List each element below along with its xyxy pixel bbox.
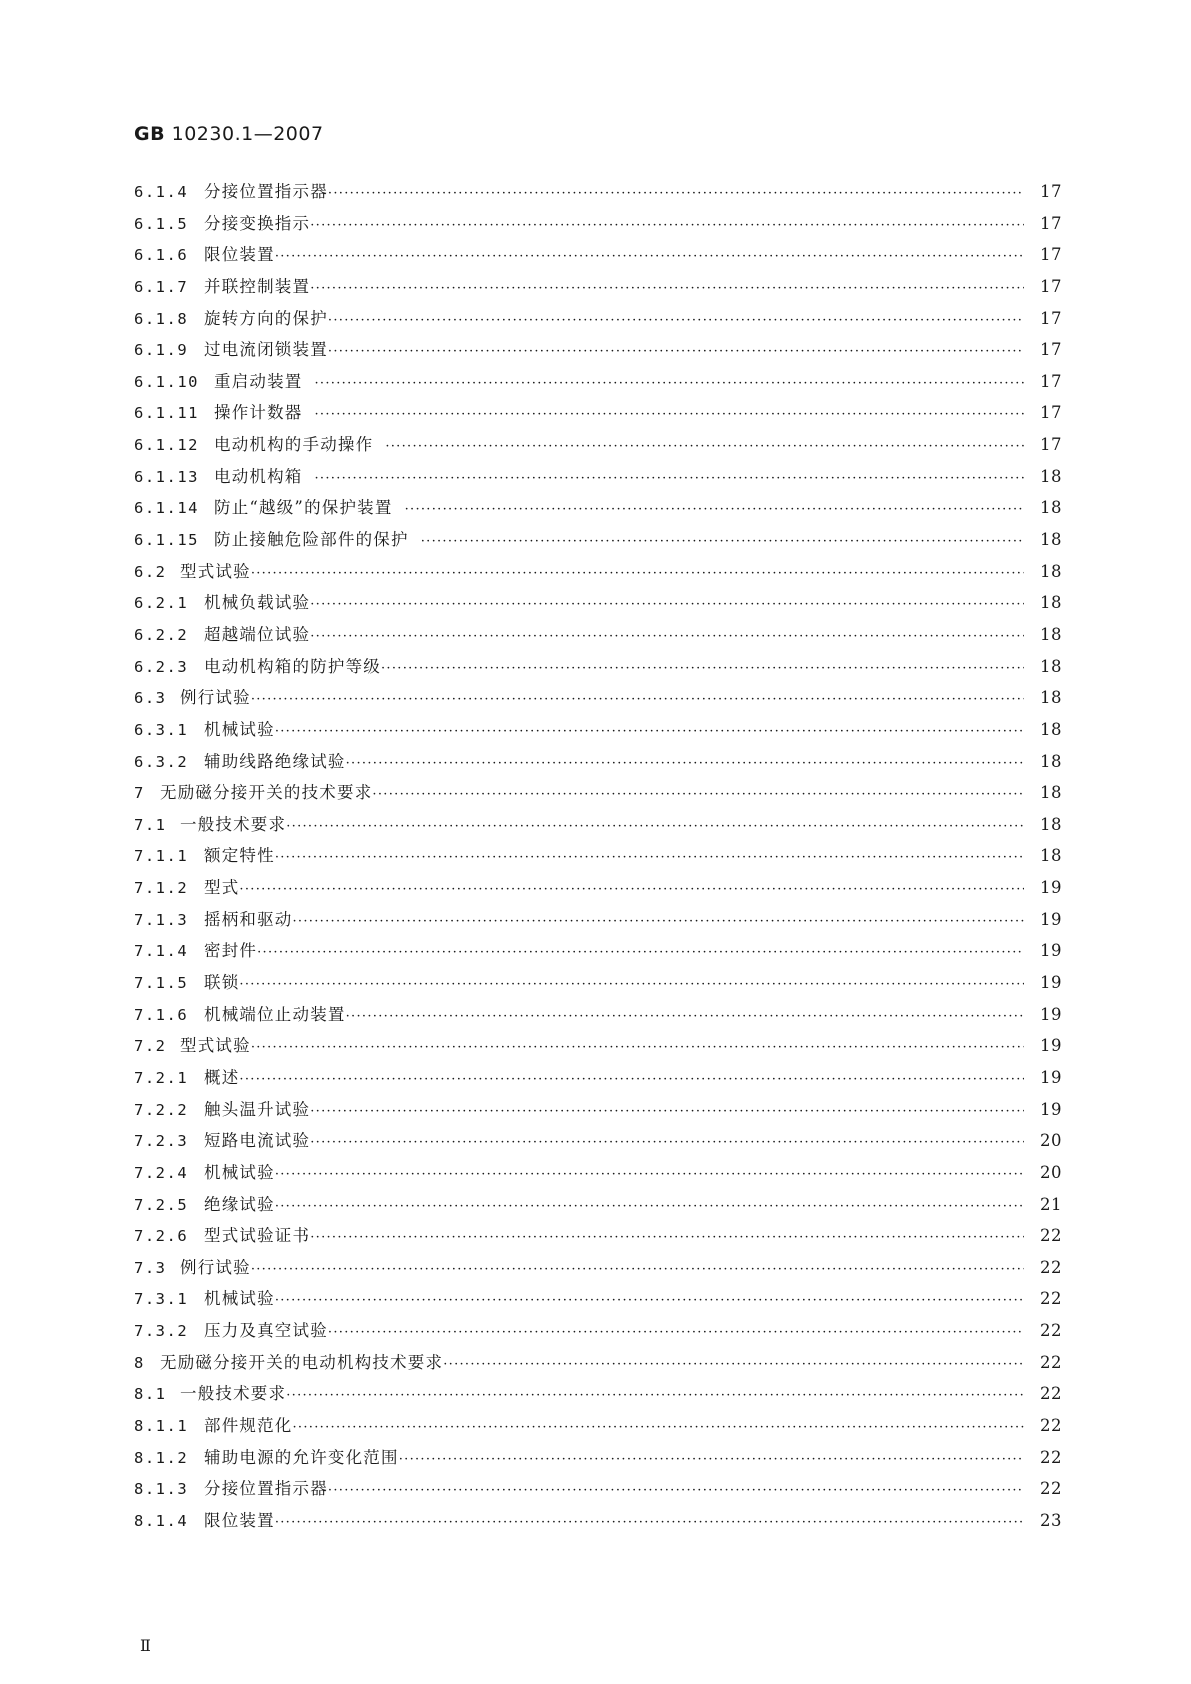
toc-entry-title: 联锁	[204, 973, 240, 993]
toc-entry-page: 22	[1040, 1352, 1062, 1372]
toc-entry	[134, 1159, 1062, 1191]
toc-entry-title: 例行试验	[180, 1257, 251, 1277]
toc-entry-number: 6.2.3	[134, 657, 189, 676]
toc-entry-number: 7	[134, 784, 145, 803]
document-header	[134, 123, 324, 145]
toc-entry-title: 操作计数器	[214, 403, 303, 423]
toc-entry-page: 17	[1040, 340, 1062, 360]
toc-entry	[134, 1317, 1062, 1349]
toc-entry	[134, 842, 1062, 874]
toc-entry-title: 机械试验	[204, 719, 275, 739]
toc-entry-number: 7.2.2	[134, 1100, 189, 1119]
toc-entry-number: 6.1.4	[134, 183, 189, 201]
toc-entry-number: 6.1.15	[134, 531, 199, 550]
toc-entry-number: 6.3.1	[134, 720, 189, 739]
toc-entry-number: 6.1.5	[134, 214, 189, 233]
toc-entry	[134, 1032, 1062, 1064]
toc-entry-number: 6.1.11	[134, 404, 199, 423]
toc-leader-dots	[275, 249, 1024, 264]
toc-entry-page: 17	[1040, 213, 1062, 233]
toc-entry-title: 一般技术要求	[180, 814, 287, 834]
toc-entry-page: 18	[1040, 846, 1062, 866]
toc-entry-page: 18	[1040, 530, 1062, 550]
toc-entry-page: 19	[1040, 878, 1062, 898]
toc-entry-title: 旋转方向的保护	[204, 308, 328, 328]
toc-entry-number: 7.2.5	[134, 1195, 189, 1214]
toc-entry-number: 7.1.1	[134, 847, 189, 866]
table-of-contents	[134, 178, 1062, 1539]
toc-entry	[134, 1349, 1062, 1381]
toc-entry-number: 7.2.3	[134, 1132, 189, 1151]
toc-entry-number: 7.3	[134, 1258, 167, 1277]
toc-leader-dots	[239, 977, 1024, 992]
toc-entry-number: 6.1.9	[134, 341, 189, 360]
toc-entry-title: 电动机构箱	[214, 466, 303, 486]
toc-entry-title: 型式试验	[180, 561, 251, 581]
toc-entry-title: 分接变换指示	[204, 213, 311, 233]
toc-entry-title: 机械试验	[204, 1289, 275, 1309]
toc-entry-title: 额定特性	[204, 846, 275, 866]
toc-entry-number: 6.1.12	[134, 436, 199, 455]
toc-entry-number: 6.2	[134, 562, 167, 581]
toc-entry-number: 7.2.1	[134, 1068, 189, 1087]
toc-entry-title: 限位装置	[204, 245, 275, 265]
toc-entry-page: 18	[1040, 561, 1062, 581]
toc-entry-title: 限位装置	[204, 1510, 275, 1530]
toc-entry-page: 22	[1040, 1289, 1062, 1309]
toc-entry	[134, 431, 1062, 463]
toc-entry-page: 18	[1040, 498, 1062, 518]
toc-entry-number: 8.1.3	[134, 1480, 189, 1499]
toc-entry	[134, 1475, 1062, 1507]
toc-entry-number: 7.1	[134, 815, 167, 834]
toc-entry-page: 22	[1040, 1447, 1062, 1467]
toc-leader-dots	[385, 439, 1024, 454]
toc-entry-title: 重启动装置	[214, 371, 303, 391]
toc-entry-page: 22	[1040, 1415, 1062, 1435]
toc-entry	[134, 811, 1062, 843]
standard-number: 10230.1—2007	[171, 123, 324, 145]
toc-entry-page: 19	[1040, 909, 1062, 929]
toc-entry-page: 22	[1040, 1479, 1062, 1499]
toc-leader-dots	[328, 186, 1024, 201]
toc-entry	[134, 336, 1062, 368]
toc-entry-page: 19	[1040, 1004, 1062, 1024]
toc-leader-dots	[421, 534, 1024, 549]
toc-entry-page: 17	[1040, 182, 1062, 201]
toc-leader-dots	[328, 1483, 1024, 1498]
toc-entry-title: 无励磁分接开关的电动机构技术要求	[160, 1352, 444, 1372]
toc-leader-dots	[443, 1357, 1024, 1372]
toc-entry	[134, 969, 1062, 1001]
toc-entry-page: 17	[1040, 435, 1062, 455]
toc-entry-page: 17	[1040, 245, 1062, 265]
toc-leader-dots	[372, 787, 1024, 802]
toc-entry-number: 7.1.2	[134, 879, 189, 898]
toc-entry-page: 18	[1040, 466, 1062, 486]
toc-entry	[134, 210, 1062, 242]
toc-entry-title: 型式试验证书	[204, 1226, 311, 1246]
toc-entry	[134, 589, 1062, 621]
toc-leader-dots	[328, 344, 1024, 359]
toc-entry	[134, 1001, 1062, 1033]
toc-entry	[134, 874, 1062, 906]
toc-entry-title: 分接位置指示器	[204, 1479, 328, 1499]
toc-entry	[134, 684, 1062, 716]
toc-leader-dots	[286, 1388, 1024, 1403]
toc-entry-number: 6.2.2	[134, 625, 189, 644]
toc-leader-dots	[275, 1293, 1024, 1308]
toc-entry-number: 6.3	[134, 689, 167, 708]
toc-leader-dots	[328, 1325, 1024, 1340]
toc-leader-dots	[251, 1040, 1024, 1055]
toc-entry-page: 19	[1040, 1067, 1062, 1087]
toc-entry-title: 防止“越级”的保护装置	[214, 498, 393, 518]
toc-entry	[134, 779, 1062, 811]
toc-entry-title: 部件规范化	[204, 1415, 293, 1435]
toc-entry	[134, 1412, 1062, 1444]
toc-leader-dots	[257, 945, 1024, 960]
toc-entry-page: 19	[1040, 1036, 1062, 1056]
toc-entry-title: 短路电流试验	[204, 1131, 311, 1151]
toc-leader-dots	[315, 376, 1025, 391]
toc-leader-dots	[239, 1072, 1024, 1087]
toc-leader-dots	[346, 756, 1024, 771]
toc-entry-number: 7.3.2	[134, 1322, 189, 1341]
toc-entry-page: 20	[1040, 1162, 1062, 1182]
toc-entry-title: 型式	[204, 878, 240, 898]
toc-entry	[134, 1285, 1062, 1317]
toc-leader-dots	[315, 407, 1025, 422]
toc-entry-title: 例行试验	[180, 688, 251, 708]
toc-entry-page: 18	[1040, 656, 1062, 676]
toc-entry-page: 18	[1040, 751, 1062, 771]
toc-entry-number: 6.1.10	[134, 372, 199, 391]
toc-leader-dots	[251, 692, 1024, 707]
toc-leader-dots	[275, 1515, 1024, 1530]
toc-entry-number: 7.1.4	[134, 942, 189, 961]
toc-entry-page: 19	[1040, 973, 1062, 993]
toc-entry	[134, 241, 1062, 273]
toc-leader-dots	[251, 1262, 1024, 1277]
toc-entry	[134, 621, 1062, 653]
toc-leader-dots	[251, 566, 1024, 581]
toc-entry-title: 一般技术要求	[180, 1384, 287, 1404]
toc-leader-dots	[328, 313, 1024, 328]
toc-entry-title: 防止接触危险部件的保护	[214, 530, 409, 550]
toc-entry-number: 8	[134, 1353, 145, 1372]
toc-entry-title: 辅助线路绝缘试验	[204, 751, 346, 771]
toc-entry-number: 8.1.2	[134, 1448, 189, 1467]
toc-entry-page: 23	[1040, 1510, 1062, 1530]
toc-entry	[134, 748, 1062, 780]
toc-entry-number: 6.3.2	[134, 752, 189, 771]
toc-entry-page: 20	[1040, 1131, 1062, 1151]
toc-leader-dots	[275, 850, 1024, 865]
toc-entry-page: 18	[1040, 783, 1062, 803]
toc-entry	[134, 305, 1062, 337]
toc-entry-page: 18	[1040, 814, 1062, 834]
toc-entry-page: 22	[1040, 1321, 1062, 1341]
toc-entry	[134, 1096, 1062, 1128]
toc-entry-page: 18	[1040, 593, 1062, 613]
toc-entry-number: 7.2.6	[134, 1227, 189, 1246]
toc-entry	[134, 653, 1062, 685]
toc-entry-page: 21	[1040, 1194, 1062, 1214]
toc-leader-dots	[310, 597, 1024, 612]
toc-entry-number: 7.2.4	[134, 1163, 189, 1182]
toc-leader-dots	[275, 724, 1024, 739]
toc-entry-title: 机械试验	[204, 1162, 275, 1182]
toc-entry-title: 机械端位止动装置	[204, 1004, 346, 1024]
page-number: Ⅱ	[140, 1636, 151, 1655]
toc-entry-page: 17	[1040, 403, 1062, 423]
toc-entry	[134, 178, 1062, 210]
toc-entry-title: 过电流闭锁装置	[204, 340, 328, 360]
toc-leader-dots	[310, 1135, 1024, 1150]
toc-leader-dots	[310, 629, 1024, 644]
toc-leader-dots	[310, 1230, 1024, 1245]
toc-entry-page: 18	[1040, 719, 1062, 739]
toc-entry-number: 7.1.3	[134, 910, 189, 929]
toc-leader-dots	[293, 914, 1025, 929]
toc-entry	[134, 494, 1062, 526]
toc-entry-page: 17	[1040, 276, 1062, 296]
toc-leader-dots	[346, 1009, 1024, 1024]
toc-entry	[134, 463, 1062, 495]
toc-leader-dots	[310, 281, 1024, 296]
toc-entry-page: 17	[1040, 371, 1062, 391]
toc-entry	[134, 716, 1062, 748]
toc-entry	[134, 1507, 1062, 1539]
toc-entry	[134, 906, 1062, 938]
toc-entry-title: 触头温升试验	[204, 1099, 311, 1119]
toc-entry	[134, 1254, 1062, 1286]
toc-entry-title: 概述	[204, 1067, 240, 1087]
toc-entry	[134, 1380, 1062, 1412]
toc-entry-number: 8.1.1	[134, 1416, 189, 1435]
toc-entry	[134, 1064, 1062, 1096]
toc-leader-dots	[381, 661, 1024, 676]
standard-code: GB	[134, 123, 166, 145]
toc-entry-number: 7.3.1	[134, 1290, 189, 1309]
toc-entry-title: 绝缘试验	[204, 1194, 275, 1214]
toc-entry	[134, 399, 1062, 431]
toc-entry-page: 18	[1040, 624, 1062, 644]
toc-entry	[134, 526, 1062, 558]
toc-leader-dots	[275, 1167, 1024, 1182]
toc-entry-title: 型式试验	[180, 1036, 251, 1056]
toc-entry-number: 6.1.6	[134, 246, 189, 265]
toc-entry	[134, 1127, 1062, 1159]
toc-entry-number: 6.1.8	[134, 309, 189, 328]
toc-entry-title: 分接位置指示器	[204, 182, 328, 201]
toc-entry-title: 压力及真空试验	[204, 1321, 328, 1341]
toc-entry-number: 8.1	[134, 1385, 167, 1404]
toc-leader-dots	[293, 1420, 1025, 1435]
toc-entry-title: 辅助电源的允许变化范围	[204, 1447, 399, 1467]
toc-entry-number: 6.1.7	[134, 277, 189, 296]
toc-leader-dots	[315, 471, 1025, 486]
toc-entry	[134, 1444, 1062, 1476]
toc-entry-title: 摇柄和驱动	[204, 909, 293, 929]
toc-entry-title: 机械负载试验	[204, 593, 311, 613]
toc-entry	[134, 1222, 1062, 1254]
toc-leader-dots	[405, 502, 1024, 517]
toc-entry-page: 22	[1040, 1257, 1062, 1277]
toc-entry-title: 密封件	[204, 941, 258, 961]
toc-entry	[134, 558, 1062, 590]
toc-entry-title: 电动机构箱的防护等级	[204, 656, 381, 676]
toc-entry	[134, 368, 1062, 400]
toc-entry-number: 6.1.13	[134, 467, 199, 486]
toc-entry-page: 19	[1040, 1099, 1062, 1119]
toc-entry	[134, 1191, 1062, 1223]
toc-entry-number: 7.1.5	[134, 974, 189, 993]
toc-entry-page: 17	[1040, 308, 1062, 328]
toc-entry-title: 并联控制装置	[204, 276, 311, 296]
toc-leader-dots	[310, 218, 1024, 233]
toc-entry-number: 7.1.6	[134, 1005, 189, 1024]
toc-leader-dots	[275, 1199, 1024, 1214]
toc-leader-dots	[286, 819, 1024, 834]
toc-entry	[134, 937, 1062, 969]
toc-entry-number: 8.1.4	[134, 1511, 189, 1530]
toc-entry-page: 18	[1040, 688, 1062, 708]
toc-leader-dots	[239, 882, 1024, 897]
toc-entry-number: 6.2.1	[134, 594, 189, 613]
toc-entry-number: 7.2	[134, 1037, 167, 1056]
toc-leader-dots	[310, 1104, 1024, 1119]
toc-leader-dots	[399, 1452, 1024, 1467]
toc-entry-page: 19	[1040, 941, 1062, 961]
toc-entry	[134, 273, 1062, 305]
toc-entry-title: 无励磁分接开关的技术要求	[160, 783, 373, 803]
toc-entry-page: 22	[1040, 1384, 1062, 1404]
toc-entry-page: 22	[1040, 1226, 1062, 1246]
toc-entry-title: 电动机构的手动操作	[214, 435, 374, 455]
toc-entry-number: 6.1.14	[134, 499, 199, 518]
toc-entry-title: 超越端位试验	[204, 624, 311, 644]
